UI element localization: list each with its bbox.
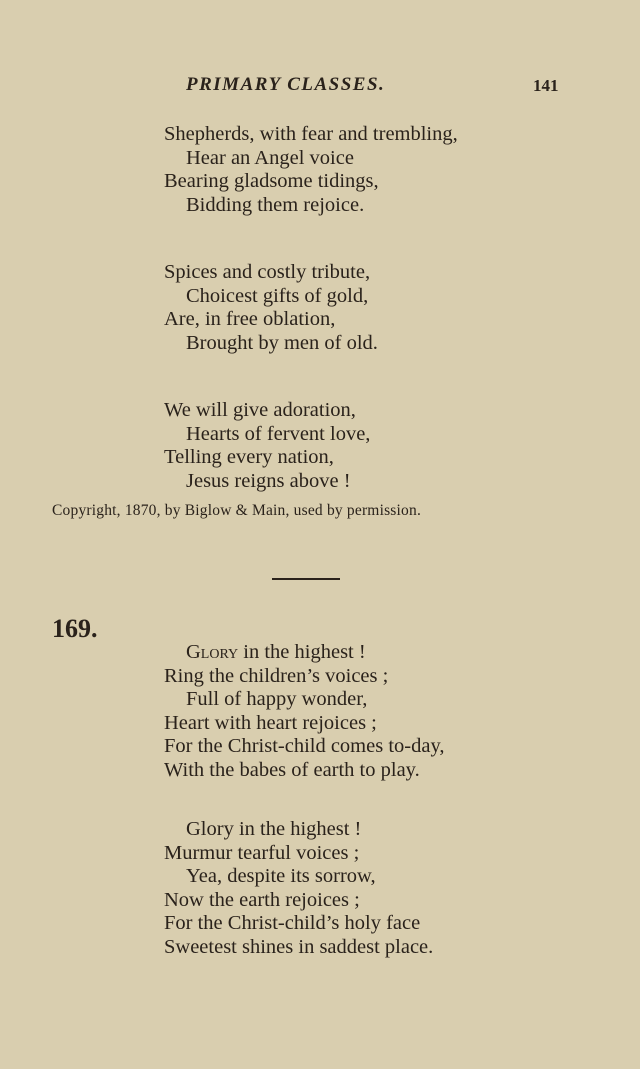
- verse-line: Now the earth rejoices ;: [164, 888, 360, 911]
- verse-line: Jesus reigns above !: [186, 469, 351, 492]
- verse-line: Sweetest shines in saddest place.: [164, 935, 434, 958]
- stanza-adoration: [164, 399, 370, 493]
- stanza-spices: [164, 261, 378, 355]
- verse-line: Brought by men of old.: [186, 331, 378, 354]
- verse-line: Choicest gifts of gold,: [186, 284, 369, 307]
- verse-line: For the Christ-child’s holy face: [164, 912, 421, 934]
- verse-line: Shepherds, with fear and trembling,: [164, 123, 458, 145]
- verse-line: [164, 641, 445, 665]
- drop-word: Glory: [186, 641, 239, 663]
- verse-line: Yea, despite its sorrow,: [186, 865, 376, 887]
- verse-line: Hearts of fervent love,: [186, 422, 371, 445]
- verse-line: Glory in the highest !: [186, 818, 362, 840]
- verse-line: With the babes of earth to play.: [164, 758, 420, 781]
- verse-line: Spices and costly tribute,: [164, 261, 371, 283]
- page-number: 141: [533, 76, 559, 95]
- verse-line: Ring the children’s voices ;: [164, 664, 389, 687]
- verse-line-rest: in the highest !: [238, 641, 366, 663]
- verse-line: Full of happy wonder,: [186, 688, 368, 710]
- verse-line: Hear an Angel voice: [186, 146, 354, 169]
- section-divider: [272, 578, 340, 580]
- stanza-glory-2: [164, 818, 433, 959]
- hymn-number: 169.: [52, 614, 98, 643]
- verse-line: Murmur tearful voices ;: [164, 841, 360, 864]
- verse-line: Bearing gladsome tidings,: [164, 170, 379, 192]
- verse-line: Bidding them rejoice.: [186, 193, 365, 216]
- verse-line: Telling every nation,: [164, 446, 334, 468]
- verse-line: For the Christ-child comes to-day,: [164, 735, 445, 757]
- stanza-shepherds: [164, 123, 458, 217]
- running-title: PRIMARY CLASSES.: [186, 74, 386, 95]
- verse-line: Are, in free oblation,: [164, 308, 336, 330]
- verse-line: We will give adoration,: [164, 399, 356, 421]
- copyright-notice: Copyright, 1870, by Biglow & Main, used by permission.: [52, 502, 422, 519]
- verse-line: Heart with heart rejoices ;: [164, 711, 377, 734]
- stanza-glory-1: [164, 641, 445, 782]
